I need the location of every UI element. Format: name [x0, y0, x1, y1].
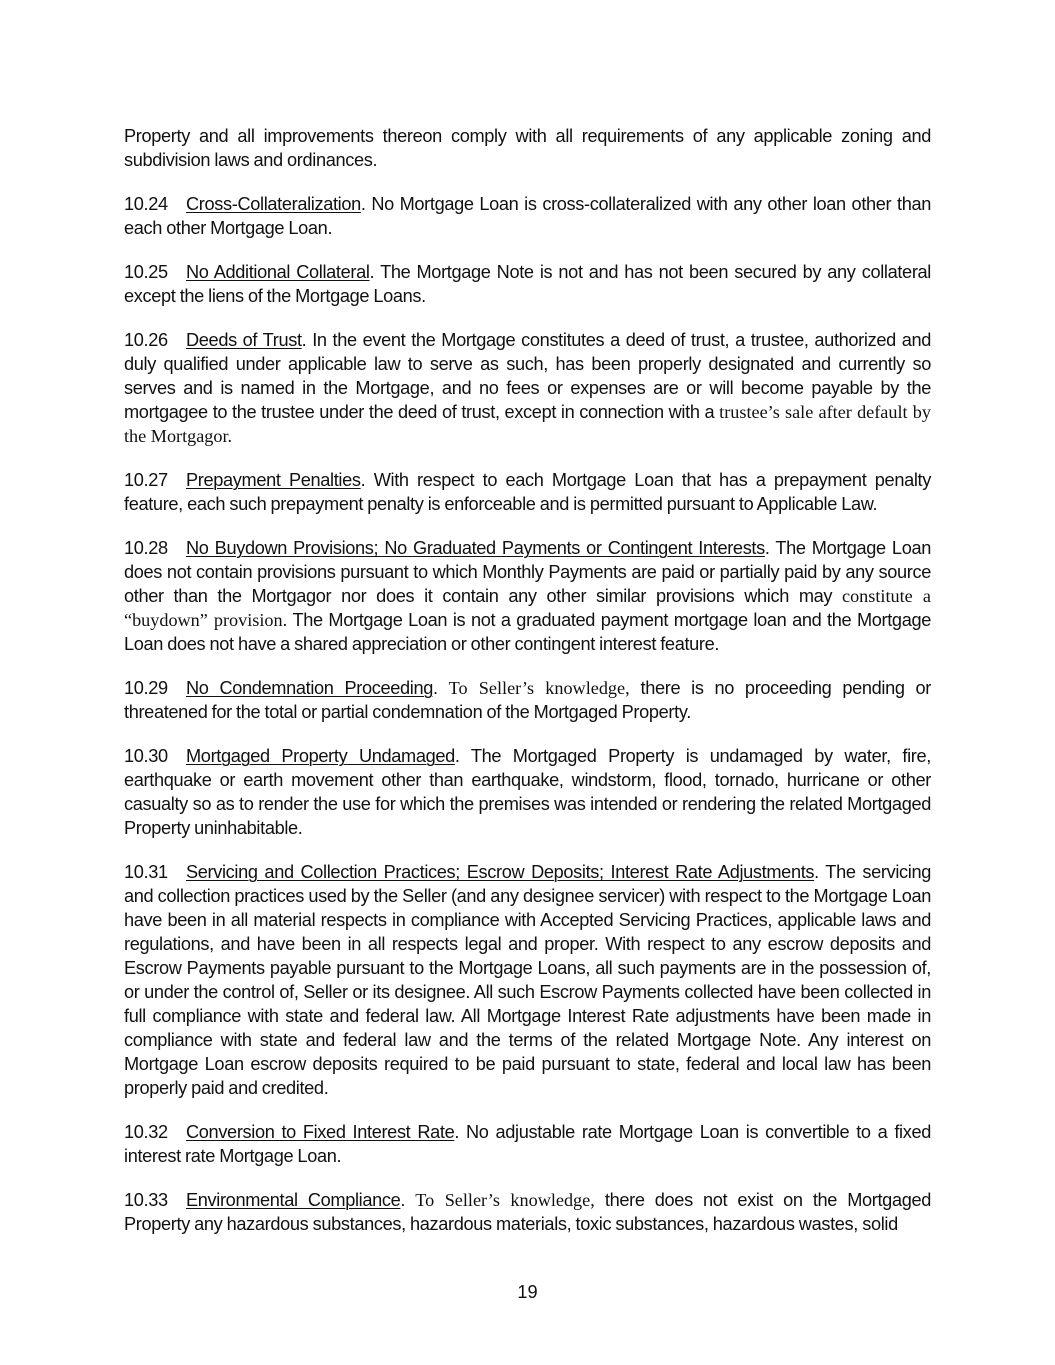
section-heading: Servicing and Collection Practices; Escrow Deposits; Interest Rate Adjustments: [186, 862, 815, 882]
section-heading: Environmental Compliance: [186, 1190, 401, 1210]
section-number: 10.25: [124, 262, 168, 282]
section-10-24: [124, 192, 931, 240]
section-10-29: [124, 676, 931, 724]
section-heading: Cross-Collateralization: [186, 194, 361, 214]
section-heading: Mortgaged Property Undamaged: [186, 746, 455, 766]
section-number: 10.32: [124, 1122, 168, 1142]
section-body-serif: To Seller’s knowledge,: [415, 1190, 595, 1210]
section-number: 10.24: [124, 194, 168, 214]
section-body-tail: there does not exist on the Mortgaged Property any hazardous substances, hazardous materials, toxic substances, hazardous wastes, solid: [124, 1190, 932, 1234]
section-heading: Conversion to Fixed Interest Rate: [186, 1122, 455, 1142]
section-body: . The Mortgage Note is not and has not been secured by any collateral except the liens of the Mortgage Loans.: [124, 262, 931, 306]
section-body: . No Mortgage Loan is cross-collateralized with any other loan other than each other Mortgage Loan.: [124, 194, 931, 238]
section-body-serif: constitute a “buydown” provision.: [124, 586, 931, 630]
section-10-25: [124, 260, 931, 308]
section-heading: Deeds of Trust: [186, 330, 302, 350]
section-body: . No adjustable rate Mortgage Loan is convertible to a fixed interest rate Mortgage Loan.: [124, 1122, 931, 1166]
intro-paragraph: [124, 124, 931, 172]
section-10-31: [124, 860, 931, 1100]
section-number: 10.26: [124, 330, 168, 350]
section-heading: No Buydown Provisions; No Graduated Payments or Contingent Interests: [186, 538, 765, 558]
page-number: 19: [517, 1282, 538, 1302]
section-body-serif: To Seller’s knowledge,: [448, 678, 630, 698]
section-body-tail: The Mortgage Loan is not a graduated payment mortgage loan and the Mortgage Loan does not have a shared appreciation or other contingent interest feature.: [124, 610, 931, 654]
section-heading: No Additional Collateral: [186, 262, 370, 282]
section-number: 10.29: [124, 678, 168, 698]
section-10-28: [124, 536, 931, 656]
section-10-26: [124, 328, 931, 448]
section-10-33: [124, 1188, 931, 1236]
section-body: . The Mortgage Loan does not contain provisions pursuant to which Monthly Payments are paid or partially paid by any source other than the Mortgagor nor does it contain any other similar provisions which may: [124, 538, 931, 606]
section-body-serif: trustee’s sale after default by the Mortgagor.: [124, 402, 931, 446]
section-10-30: [124, 744, 931, 840]
section-body: .: [400, 1190, 416, 1210]
section-10-27: [124, 468, 931, 516]
section-body: . The servicing and collection practices used by the Seller (and any designee servicer) with respect to the Mortgage Loan have been in all material respects in compliance with Accepted Servicing Practices, applicable laws and regulations, and have been in all respects legal and proper. With respect to any escrow deposits and Escrow Payments payable pursuant to the Mortgage Loans, all such payments are in the possession of, or under the control of, Seller or its designee. All such Escrow Payments collected have been collected in full compliance with state and federal law. All Mortgage Interest Rate adjustments have been made in compliance with state and federal law and the terms of the related Mortgage Note. Any interest on Mortgage Loan escrow deposits required to be paid pursuant to state, federal and local law has been properly paid and credited.: [124, 862, 931, 1098]
section-number: 10.27: [124, 470, 168, 490]
section-number: 10.33: [124, 1190, 168, 1210]
section-heading: Prepayment Penalties: [186, 470, 361, 490]
section-body: . With respect to each Mortgage Loan that has a prepayment penalty feature, each such prepayment penalty is enforceable and is permitted pursuant to Applicable Law.: [124, 470, 931, 514]
section-10-32: [124, 1120, 931, 1168]
section-number: 10.31: [124, 862, 168, 882]
section-body: .: [432, 678, 449, 698]
section-number: 10.28: [124, 538, 168, 558]
intro-text: Property and all improvements thereon comply with all requirements of any applicable zoning and subdivision laws and ordinances.: [124, 126, 931, 170]
section-number: 10.30: [124, 746, 168, 766]
section-body: . The Mortgaged Property is undamaged by water, fire, earthquake or earth movement other than earthquake, windstorm, flood, tornado, hurricane or other casualty so as to render the use for which the premises was intended or rendering the related Mortgaged Property uninhabitable.: [124, 746, 931, 838]
section-body-tail: there is no proceeding pending or threatened for the total or partial condemnation of the Mortgaged Property.: [124, 678, 931, 722]
document-page: [124, 124, 931, 1256]
section-heading: No Condemnation Proceeding: [186, 678, 433, 698]
section-body: . In the event the Mortgage constitutes a deed of trust, a trustee, authorized and duly qualified under applicable law to serve as such, has been properly designated and currently so serves and is named in the Mortgage, and no fees or expenses are or will become payable by the mortgagee to the trustee under the deed of trust, except in connection with a: [124, 330, 931, 422]
